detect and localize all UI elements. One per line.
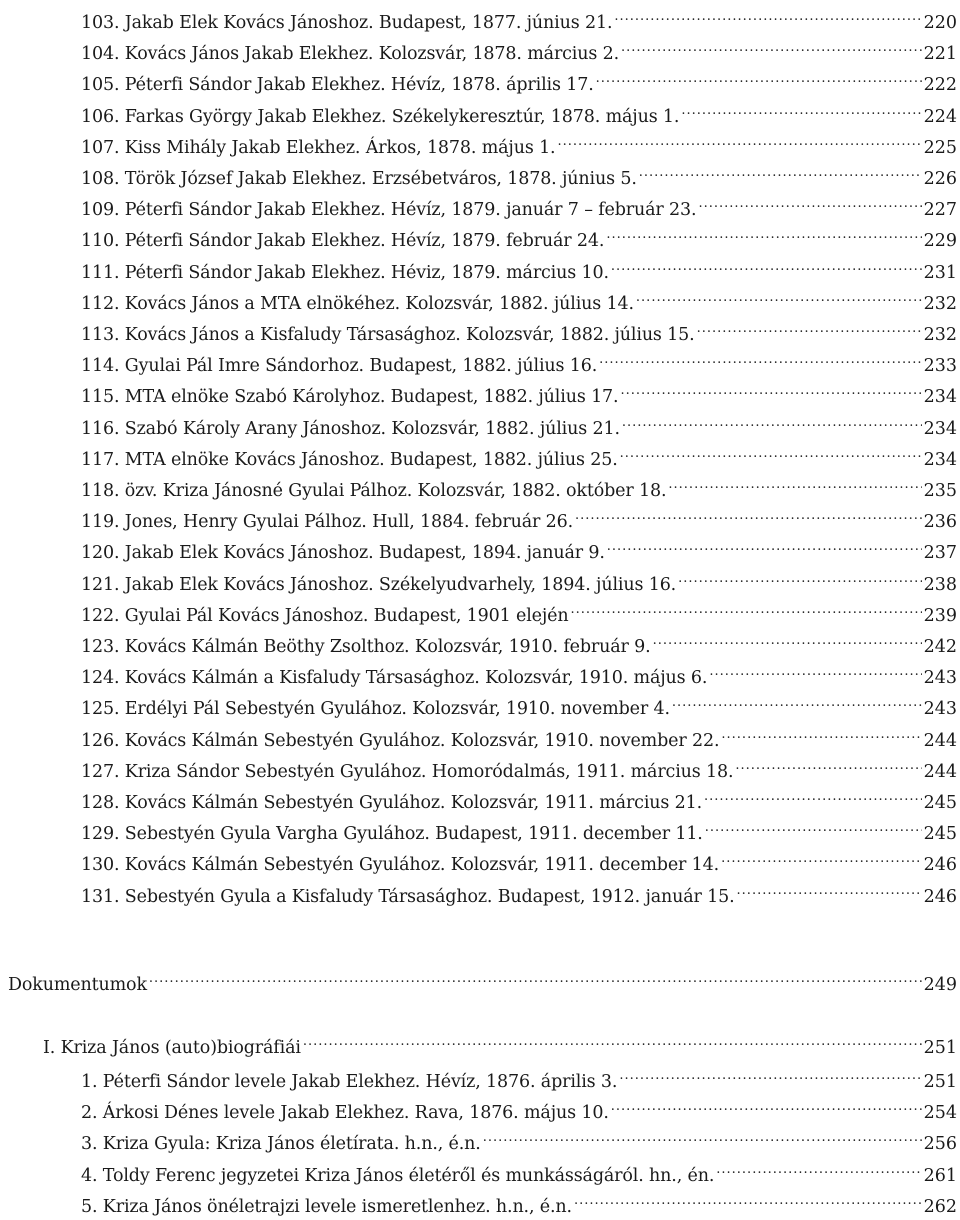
toc-entry-label: 110. Péterfi Sándor Jakab Elekhez. Hévíz, 1879. február 24.	[81, 231, 605, 252]
toc-entry-page: 225	[923, 137, 957, 158]
toc-entry-page: 238	[923, 574, 957, 595]
toc-entry-page: 239	[923, 605, 957, 626]
toc-entry-label: 115. MTA elnöke Szabó Károlyhoz. Budapest, 1882. július 17.	[81, 387, 619, 408]
toc-entry-label: 131. Sebestyén Gyula a Kisfaludy Társasághoz. Budapest, 1912. január 15.	[81, 886, 735, 907]
dot-leader	[619, 1061, 921, 1087]
dot-leader	[483, 1123, 922, 1149]
toc-entry-page: 251	[923, 1072, 957, 1092]
toc-entry[interactable]	[81, 595, 957, 626]
toc-entry-page: 227	[923, 200, 957, 221]
dot-leader	[639, 158, 922, 184]
toc-entry-label: 118. özv. Kriza Jánosné Gyulai Pálhoz. Kolozsvár, 1882. október 18.	[81, 481, 667, 501]
toc-entry[interactable]	[81, 813, 957, 845]
dot-leader	[614, 2, 921, 28]
toc-entry-page: 245	[923, 793, 957, 813]
toc-entry-label: 3. Kriza Gyula: Kriza János életírata. h.n., é.n.	[81, 1134, 481, 1155]
toc-entry-page: 234	[923, 449, 957, 470]
toc-entry-page: 244	[923, 730, 957, 751]
toc-entry-label: 105. Péterfi Sándor Jakab Elekhez. Hévíz, 1878. április 17.	[81, 75, 594, 96]
toc-entry-page: 232	[923, 325, 957, 345]
dot-leader	[705, 813, 922, 839]
toc-entry[interactable]	[81, 1186, 957, 1217]
toc-entry-page: 221	[923, 44, 957, 65]
dot-leader	[574, 1186, 922, 1212]
dot-leader	[620, 376, 921, 402]
toc-entry-label: Dokumentumok	[8, 975, 147, 995]
dot-leader	[611, 252, 922, 278]
toc-entry[interactable]	[81, 720, 957, 751]
toc-entry[interactable]	[81, 751, 957, 782]
toc-entry[interactable]	[81, 158, 957, 189]
toc-entry[interactable]	[81, 252, 957, 283]
toc-entry[interactable]	[81, 876, 957, 907]
toc-entry-label: 119. Jones, Henry Gyulai Pálhoz. Hull, 1884. február 26.	[81, 512, 573, 533]
toc-entry-page: 251	[923, 1038, 957, 1058]
dot-leader	[697, 314, 922, 340]
toc-entry-label: 130. Kovács Kálmán Sebestyén Gyulához. Kolozsvár, 1911. december 14.	[81, 855, 720, 876]
toc-entry-label: 111. Péterfi Sándor Jakab Elekhez. Héviz, 1879. március 10.	[81, 262, 609, 283]
dot-leader	[607, 532, 922, 558]
toc-entry[interactable]	[81, 1092, 957, 1124]
dot-leader	[721, 844, 922, 870]
toc-entry-page: 231	[923, 262, 957, 283]
toc-entry[interactable]	[81, 33, 957, 65]
toc-entry-label: 112. Kovács János a MTA elnökéhez. Kolozsvár, 1882. július 14.	[81, 293, 634, 314]
dot-leader	[716, 1155, 921, 1181]
toc-entry-page: 246	[923, 855, 957, 876]
dot-leader	[668, 470, 921, 496]
toc-entry[interactable]	[81, 2, 957, 33]
toc-entry[interactable]	[81, 96, 957, 127]
toc-entry-page: 243	[923, 668, 957, 689]
toc-entry-page: 220	[923, 13, 957, 33]
dot-leader	[721, 720, 921, 746]
toc-entry-label: 103. Jakab Elek Kovács Jánoshoz. Budapest, 1877. június 21.	[81, 13, 613, 33]
toc-entry-label: 108. Török József Jakab Elekhez. Erzsébetváros, 1878. június 5.	[81, 169, 637, 189]
toc-entry[interactable]	[81, 408, 957, 439]
toc-entry[interactable]	[81, 688, 957, 720]
dot-leader	[575, 501, 922, 527]
toc-entry-label: 123. Kovács Kálmán Beöthy Zsolthoz. Kolozsvár, 1910. február 9.	[81, 637, 651, 657]
toc-entry-label: 114. Gyulai Pál Imre Sándorhoz. Budapest, 1882. július 16.	[81, 356, 598, 377]
toc-entry-page: 224	[923, 106, 957, 127]
toc-entry-label: 113. Kovács János a Kisfaludy Társasághoz. Kolozsvár, 1882. július 15.	[81, 325, 695, 345]
dot-leader	[303, 1027, 922, 1053]
toc-entry-page: 256	[923, 1134, 957, 1155]
toc-entry-label: 117. MTA elnöke Kovács Jánoshoz. Budapest, 1882. július 25.	[81, 449, 618, 470]
toc-entry-label: I. Kriza János (auto)biográfiái	[43, 1038, 301, 1058]
toc-entry-label: 129. Sebestyén Gyula Vargha Gyulához. Budapest, 1911. december 11.	[81, 824, 703, 845]
toc-entry-page: 234	[923, 418, 957, 439]
dot-leader	[698, 189, 921, 215]
toc-entry[interactable]	[81, 314, 957, 345]
toc-entry-label: 127. Kriza Sándor Sebestyén Gyulához. Homoródalmás, 1911. március 18.	[81, 761, 734, 782]
toc-entry-section-one[interactable]	[43, 1027, 957, 1058]
toc-entry[interactable]	[81, 564, 957, 595]
dot-leader	[678, 564, 922, 590]
toc-entry-page: 261	[923, 1165, 957, 1186]
toc-entry-label: 124. Kovács Kálmán a Kisfaludy Társasághoz. Kolozsvár, 1910. május 6.	[81, 668, 708, 689]
toc-entry-page: 233	[923, 356, 957, 377]
toc-entry-label: 120. Jakab Elek Kovács Jánoshoz. Budapest, 1894. január 9.	[81, 543, 605, 564]
toc-entry-page: 235	[923, 481, 957, 501]
dot-leader	[570, 595, 921, 621]
toc-entry[interactable]	[81, 657, 957, 689]
toc-entry[interactable]	[81, 626, 957, 657]
toc-entry[interactable]	[81, 220, 957, 252]
dot-leader	[620, 439, 922, 465]
toc-entry-label: 125. Erdélyi Pál Sebestyén Gyulához. Kolozsvár, 1910. november 4.	[81, 699, 670, 720]
toc-entry-documents[interactable]	[8, 964, 957, 995]
toc-entry-page: 243	[923, 699, 957, 720]
toc-entry[interactable]	[81, 1155, 957, 1186]
toc-entry[interactable]	[81, 127, 957, 158]
toc-entry[interactable]	[81, 376, 957, 408]
toc-entry-label: 4. Toldy Ferenc jegyzetei Kriza János életéről és munkásságáról. hn., én.	[81, 1165, 715, 1186]
toc-entry[interactable]	[81, 189, 957, 221]
toc-entry-label: 106. Farkas György Jakab Elekhez. Székelykeresztúr, 1878. május 1.	[81, 106, 680, 127]
dot-leader	[735, 751, 921, 777]
toc-entry[interactable]	[81, 782, 957, 813]
dot-leader	[611, 1092, 922, 1118]
dot-leader	[599, 345, 921, 371]
dot-leader	[653, 626, 922, 652]
toc-entry-page: 226	[923, 169, 957, 189]
toc-entry-label: 107. Kiss Mihály Jakab Elekhez. Árkos, 1878. május 1.	[81, 137, 556, 158]
toc-entry-page: 249	[923, 975, 957, 995]
toc-entry-page: 242	[923, 637, 957, 657]
toc-entry-label: 126. Kovács Kálmán Sebestyén Gyulához. Kolozsvár, 1910. november 22.	[81, 730, 720, 751]
dot-leader	[149, 964, 922, 990]
toc-entry[interactable]	[81, 1061, 957, 1092]
dot-leader	[557, 127, 921, 153]
toc-entry[interactable]	[81, 439, 957, 470]
toc-entry-page: 229	[923, 231, 957, 252]
toc-entry-page: 245	[923, 824, 957, 845]
toc-entry[interactable]	[81, 345, 957, 377]
dot-leader	[681, 96, 921, 122]
toc-entry-label: 128. Kovács Kálmán Sebestyén Gyulához. Kolozsvár, 1911. március 21.	[81, 793, 703, 813]
toc-entry-page: 236	[923, 512, 957, 533]
dot-leader	[622, 408, 922, 434]
toc-entry-label: 122. Gyulai Pál Kovács Jánoshoz. Budapest, 1901 elején	[81, 605, 569, 626]
dot-leader	[704, 782, 922, 808]
toc-entry[interactable]	[81, 501, 957, 533]
toc-entry[interactable]	[81, 532, 957, 564]
toc-entry-label: 5. Kriza János önéletrajzi levele ismeretlenhez. h.n., é.n.	[81, 1196, 572, 1217]
toc-entry-page: 244	[923, 761, 957, 782]
dot-leader	[709, 657, 921, 683]
toc-entry-page: 262	[923, 1196, 957, 1217]
toc-entry[interactable]	[81, 283, 957, 314]
toc-entry-page: 234	[923, 387, 957, 408]
toc-entry-label: 109. Péterfi Sándor Jakab Elekhez. Hévíz, 1879. január 7 – február 23.	[81, 200, 697, 221]
dot-leader	[672, 688, 922, 714]
toc-entry-label: 121. Jakab Elek Kovács Jánoshoz. Székelyudvarhely, 1894. július 16.	[81, 574, 677, 595]
toc-entry-page: 222	[923, 75, 957, 96]
toc-entry[interactable]	[81, 470, 957, 501]
toc-entry-label: 104. Kovács János Jakab Elekhez. Kolozsvár, 1878. március 2.	[81, 44, 620, 65]
dot-leader	[606, 220, 921, 246]
toc-entry-page: 237	[923, 543, 957, 564]
toc-entry-page: 254	[923, 1103, 957, 1124]
toc-entry-label: 2. Árkosi Dénes levele Jakab Elekhez. Rava, 1876. május 10.	[81, 1103, 609, 1124]
dot-leader	[737, 876, 922, 902]
toc-entry[interactable]	[81, 64, 957, 96]
dot-leader	[596, 64, 922, 90]
toc-entry-label: 116. Szabó Károly Arany Jánoshoz. Kolozsvár, 1882. július 21.	[81, 418, 620, 439]
toc-entry[interactable]	[81, 1123, 957, 1155]
toc-entry-label: 1. Péterfi Sándor levele Jakab Elekhez. Hévíz, 1876. április 3.	[81, 1072, 618, 1092]
dot-leader	[621, 33, 922, 59]
toc-entry-page: 232	[923, 293, 957, 314]
toc-entry[interactable]	[81, 844, 957, 876]
toc-entry-page: 246	[923, 886, 957, 907]
dot-leader	[636, 283, 922, 309]
